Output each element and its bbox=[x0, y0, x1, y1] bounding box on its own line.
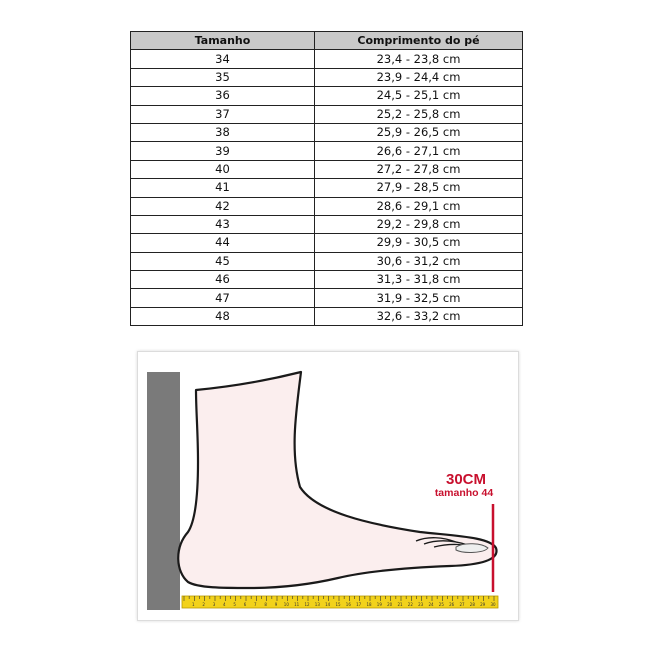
ruler-number: 17 bbox=[356, 602, 362, 607]
table-row bbox=[131, 179, 523, 197]
size-label: tamanho 44 bbox=[434, 487, 494, 499]
size-cell: 44 bbox=[131, 234, 315, 252]
table-row bbox=[131, 105, 523, 123]
ruler-number: 7 bbox=[254, 602, 257, 607]
length-cell: 31,3 - 31,8 cm bbox=[315, 271, 523, 289]
size-cell: 40 bbox=[131, 160, 315, 178]
length-cell: 25,9 - 26,5 cm bbox=[315, 123, 523, 141]
ruler-number: 4 bbox=[223, 602, 226, 607]
table-row bbox=[131, 197, 523, 215]
table-row bbox=[131, 123, 523, 141]
ruler-number: 25 bbox=[438, 602, 444, 607]
table-body bbox=[131, 50, 523, 326]
size-cell: 47 bbox=[131, 289, 315, 307]
size-cell: 37 bbox=[131, 105, 315, 123]
foot-measurement-illustration bbox=[137, 351, 519, 621]
size-cell: 38 bbox=[131, 123, 315, 141]
ruler-number: 23 bbox=[418, 602, 424, 607]
ruler-number: 22 bbox=[407, 602, 413, 607]
table-row bbox=[131, 68, 523, 86]
table-row bbox=[131, 289, 523, 307]
size-cell: 34 bbox=[131, 50, 315, 68]
length-cell: 27,9 - 28,5 cm bbox=[315, 179, 523, 197]
ruler-number: 1 bbox=[192, 602, 195, 607]
ruler-number: 16 bbox=[345, 602, 351, 607]
ruler-number: 11 bbox=[294, 602, 300, 607]
table-row bbox=[131, 234, 523, 252]
length-cell: 29,2 - 29,8 cm bbox=[315, 215, 523, 233]
ruler-number: 3 bbox=[212, 602, 216, 607]
length-cell: 23,4 - 23,8 cm bbox=[315, 50, 523, 68]
ruler-number: 26 bbox=[449, 602, 455, 607]
length-cell: 31,9 - 32,5 cm bbox=[315, 289, 523, 307]
table-row bbox=[131, 252, 523, 270]
length-cell: 32,6 - 33,2 cm bbox=[315, 307, 523, 325]
measurement-label: 30CM bbox=[445, 471, 486, 488]
length-cell: 29,9 - 30,5 cm bbox=[315, 234, 523, 252]
ruler-number: 2 bbox=[202, 602, 205, 607]
ruler-number: 19 bbox=[376, 602, 382, 607]
size-chart-table bbox=[130, 31, 523, 326]
ruler-number: 10 bbox=[283, 602, 289, 607]
ruler-number: 5 bbox=[233, 602, 236, 607]
size-cell: 41 bbox=[131, 179, 315, 197]
ruler-number: 27 bbox=[459, 602, 465, 607]
ruler-number: 21 bbox=[397, 602, 403, 607]
ruler-number: 30 bbox=[490, 602, 496, 607]
length-cell: 25,2 - 25,8 cm bbox=[315, 105, 523, 123]
table-row bbox=[131, 271, 523, 289]
header-foot-length: Comprimento do pé bbox=[315, 32, 523, 50]
length-cell: 26,6 - 27,1 cm bbox=[315, 142, 523, 160]
ruler-number: 18 bbox=[366, 602, 372, 607]
ruler-number: 6 bbox=[243, 602, 247, 607]
ruler-number: 24 bbox=[428, 602, 434, 607]
toenail bbox=[456, 544, 488, 553]
size-cell: 39 bbox=[131, 142, 315, 160]
wall-block bbox=[147, 372, 180, 610]
ruler-number: 15 bbox=[335, 602, 341, 607]
table-header-row bbox=[131, 32, 523, 50]
ruler-number: 8 bbox=[264, 602, 267, 607]
length-cell: 30,6 - 31,2 cm bbox=[315, 252, 523, 270]
table-row bbox=[131, 87, 523, 105]
length-cell: 28,6 - 29,1 cm bbox=[315, 197, 523, 215]
ruler-number: 29 bbox=[480, 602, 486, 607]
table-row bbox=[131, 307, 523, 325]
length-cell: 23,9 - 24,4 cm bbox=[315, 68, 523, 86]
ruler-number: 12 bbox=[304, 602, 310, 607]
size-cell: 36 bbox=[131, 87, 315, 105]
size-cell: 42 bbox=[131, 197, 315, 215]
length-cell: 27,2 - 27,8 cm bbox=[315, 160, 523, 178]
ruler-number: 13 bbox=[314, 602, 320, 607]
size-cell: 48 bbox=[131, 307, 315, 325]
ruler-number: 28 bbox=[469, 602, 475, 607]
ruler-number: 9 bbox=[274, 602, 278, 607]
ruler-number: 20 bbox=[387, 602, 393, 607]
size-cell: 35 bbox=[131, 68, 315, 86]
table-row bbox=[131, 215, 523, 233]
table-row bbox=[131, 142, 523, 160]
header-size: Tamanho bbox=[131, 32, 315, 50]
size-cell: 43 bbox=[131, 215, 315, 233]
table-row bbox=[131, 160, 523, 178]
length-cell: 24,5 - 25,1 cm bbox=[315, 87, 523, 105]
size-cell: 45 bbox=[131, 252, 315, 270]
ruler-number: 14 bbox=[325, 602, 331, 607]
table-row bbox=[131, 50, 523, 68]
size-cell: 46 bbox=[131, 271, 315, 289]
